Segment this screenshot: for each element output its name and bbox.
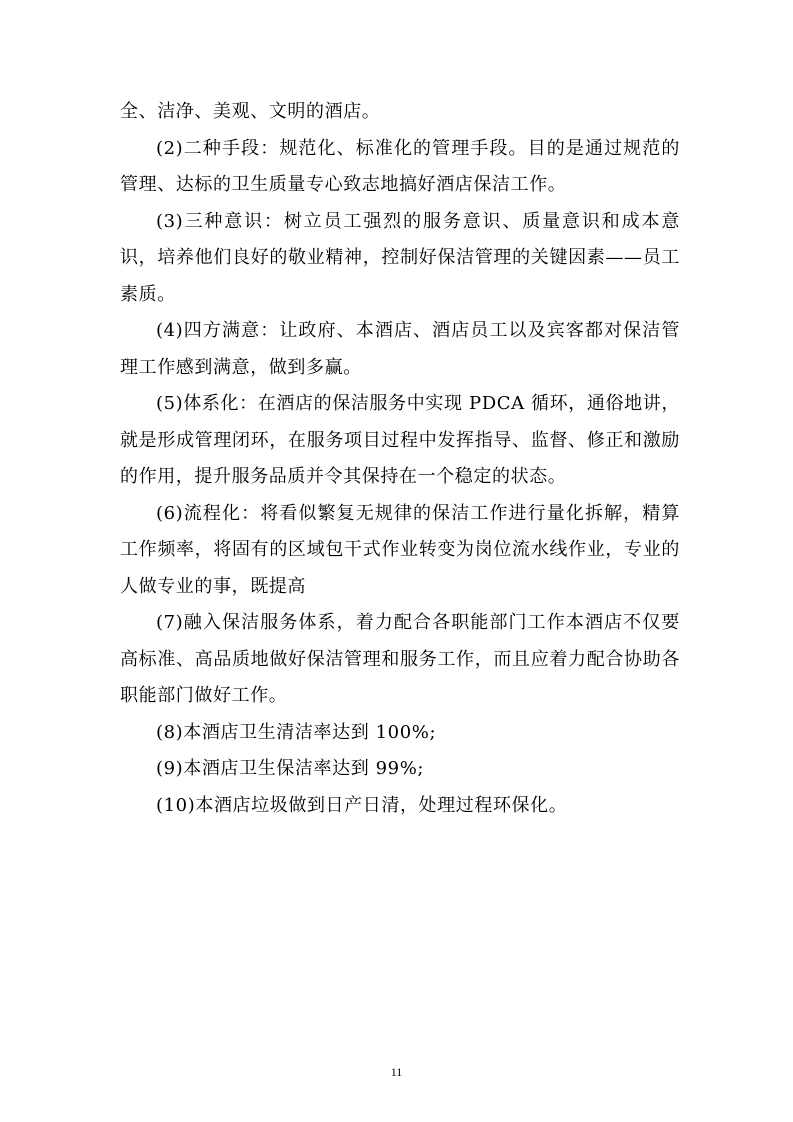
page-number: 11 [390,1065,403,1079]
paragraph-continuation: 全、洁净、美观、文明的酒店。 [120,101,381,122]
paragraph-item-4: (4)四方满意：让政府、本酒店、酒店员工以及宾客都对保洁管理工作感到满意，做到多赢。 [120,320,680,378]
paragraph-item-6: (6)流程化：将看似繁复无规律的保洁工作进行量化拆解，精算工作频率，将固有的区域包干式作业转变为岗位流水线作业，专业的人做专业的事，既提高 [120,502,680,597]
paragraph-item-10: (10)本酒店垃圾做到日产日清，处理过程环保化。 [156,794,568,816]
document-body [120,94,680,824]
paragraph-item-3: (3)三种意识：树立员工强烈的服务意识、质量意识和成本意识，培养他们良好的敬业精神，控制好保洁管理的关键因素——员工素质。 [120,210,680,305]
paragraph-item-2: (2)二种手段：规范化、标准化的管理手段。目的是通过规范的管理、达标的卫生质量专心致志地搞好酒店保洁工作。 [120,137,680,195]
paragraph-item-9: (9)本酒店卫生保洁率达到 99%; [156,758,425,779]
paragraph-item-5: (5)体系化：在酒店的保洁服务中实现 PDCA 循环，通俗地讲，就是形成管理闭环，在服务项目过程中发挥指导、监督、修正和激励的作用，提升服务品质并令其保持在一个稳定的状态。 [120,393,680,487]
paragraph-item-7: (7)融入保洁服务体系，着力配合各职能部门工作本酒店不仅要高标准、高品质地做好保洁管理和服务工作，而且应着力配合协助各职能部门做好工作。 [120,612,680,706]
paragraph-item-8: (8)本酒店卫生清洁率达到 100%; [156,721,437,743]
